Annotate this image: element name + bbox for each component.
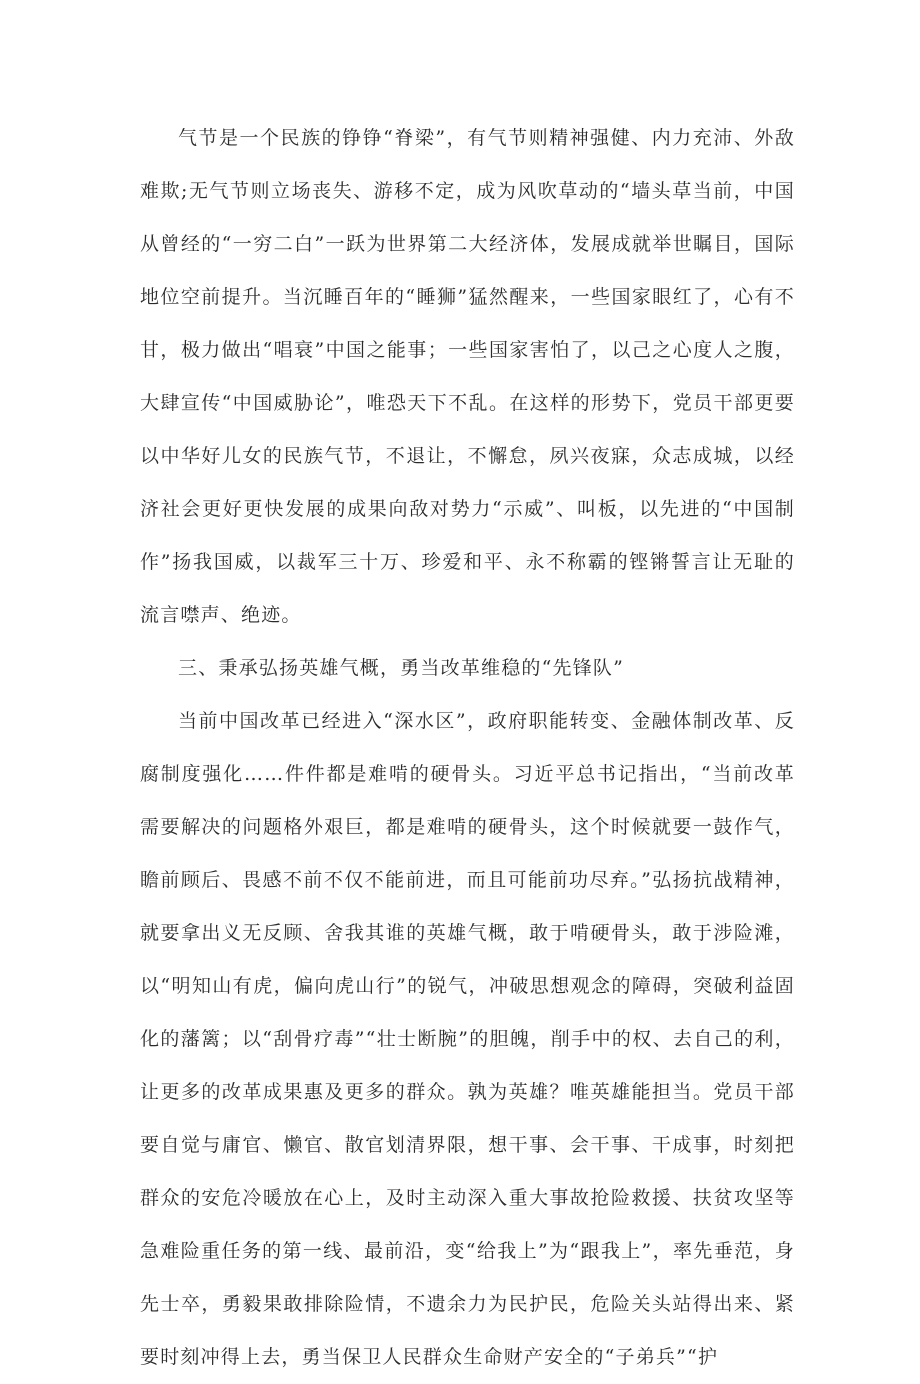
document-body <box>140 112 795 1384</box>
paragraph-reform-heroism: 当前中国改革已经进入“深水区”，政府职能转变、金融体制改革、反腐制度强化……件件都是难啃的硬骨头。习近平总书记指出，“当前改革需要解决的问题格外艰巨，都是难啃的硬骨头，这个时候就要一鼓作气，瞻前顾后、畏感不前不仅不能前进，而且可能前功尽弃。”弘扬抗战精神，就要拿出义无反顾、舍我其谁的英雄气概，敢于啃硬骨头，敢于涉险滩，以“明知山有虎，偏向虎山行”的锐气，冲破思想观念的障碍，突破利益固化的藩篱；以“刮骨疗毒”“壮士断腕”的胆魄，削手中的权、去自己的利，让更多的改革成果惠及更多的群众。孰为英雄？唯英雄能担当。党员干部要自觉与庸官、懒官、散官划清界限，想干事、会干事、干成事，时刻把群众的安危冷暖放在心上，及时主动深入重大事故抢险救援、扶贫攻坚等急难险重任务的第一线、最前沿，变“给我上”为“跟我上”，率先垂范，身先士卒，勇毅果敢排除险情，不遗余力为民护民，危险关头站得出来、紧要时刻冲得上去，勇当保卫人民群众生命财产安全的“子弟兵”“护 <box>140 710 795 1368</box>
section-heading-3: 三、秉承弘扬英雄气概，勇当改革维稳的“先锋队” <box>178 657 625 679</box>
paragraph-national-integrity: 气节是一个民族的铮铮“脊梁”，有气节则精神强健、内力充沛、外敌难欺;无气节则立场丧失、游移不定，成为风吹草动的“墙头草当前，中国从曾经的“一穷二白”一跃为世界第二大经济体，发展成就举世瞩目，国际地位空前提升。当沉睡百年的“睡狮”猛然醒来，一些国家眼红了，心有不甘，极力做出“唱衰”中国之能事；一些国家害怕了，以己之心度人之腹，大肆宣传“中国威胁论”，唯恐天下不乱。在这样的形势下，党员干部更要以中华好儿女的民族气节，不退让，不懈怠，夙兴夜寐，众志成城，以经济社会更好更快发展的成果向敌对势力“示威”、叫板，以先进的“中国制作”扬我国威，以裁军三十万、珍爱和平、永不称霸的铿锵誓言让无耻的流言噤声、绝迹。 <box>140 127 795 626</box>
